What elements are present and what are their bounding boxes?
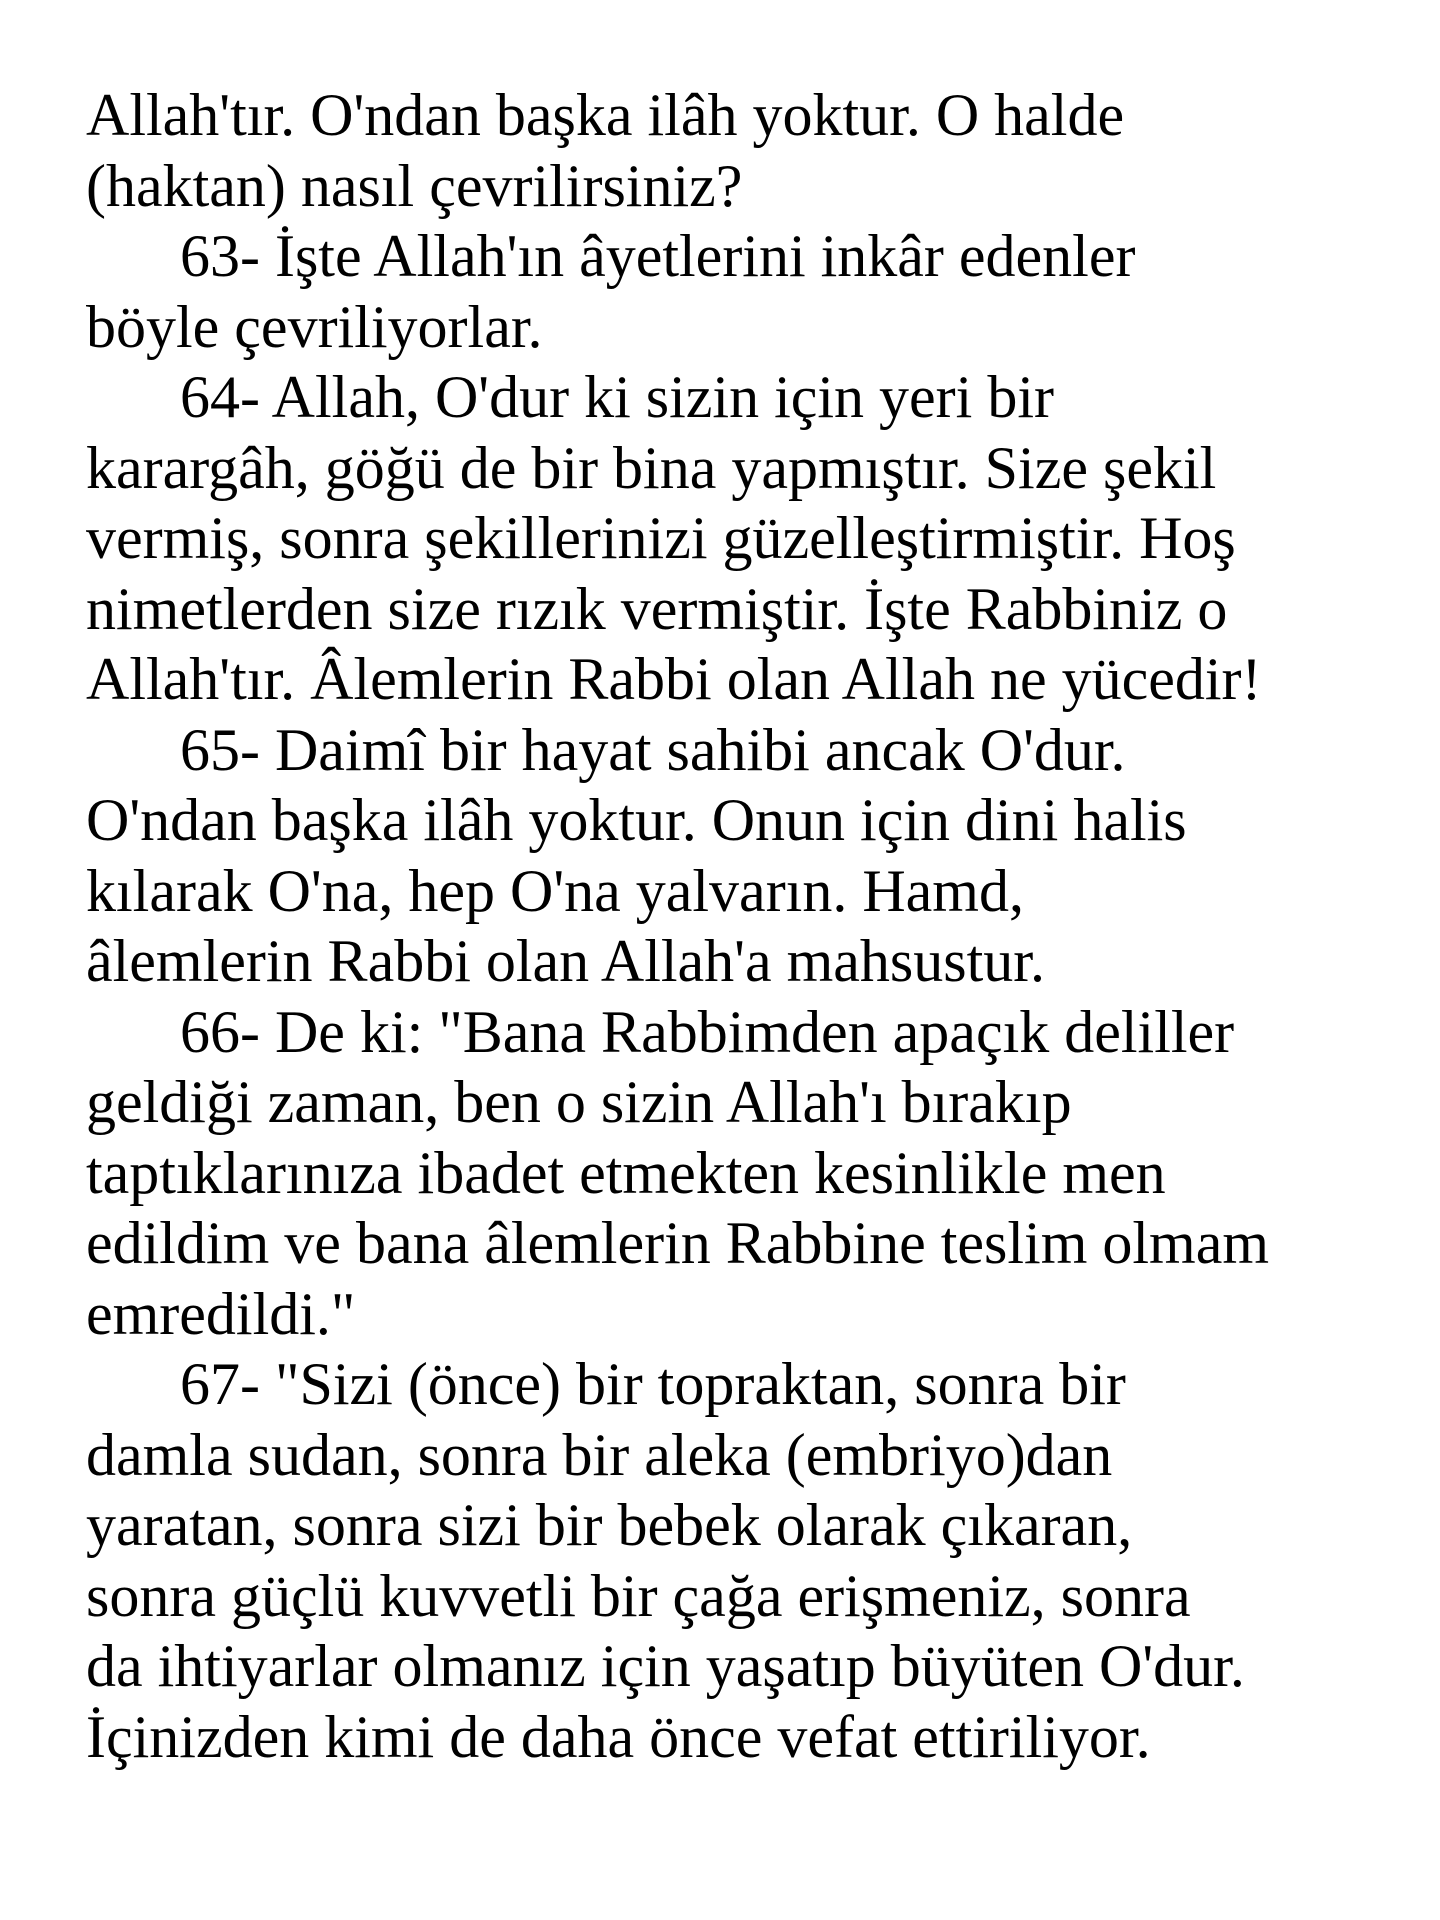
- text-line: İçinizden kimi de daha önce vefat ettiriliyor.: [86, 1703, 1151, 1770]
- verse-67-start: 67- "Sizi (önce) bir topraktan, sonra bir: [180, 1351, 1126, 1417]
- text-line: nimetlerden size rızık vermiştir. İşte Rabbiniz o: [86, 575, 1228, 642]
- text-line: âlemlerin Rabbi olan Allah'a mahsustur.: [86, 928, 1045, 994]
- text-line: O'ndan başka ilâh yoktur. Onun için dini halis: [86, 787, 1187, 853]
- text-line: emredildi.": [86, 1280, 356, 1347]
- text-line: kılarak O'na, hep O'na yalvarın. Hamd,: [86, 857, 1024, 924]
- text-line: böyle çevriliyorlar.: [86, 293, 543, 360]
- document-page: [86, 80, 1406, 1772]
- text-line: Allah'tır. Âlemlerin Rabbi olan Allah ne yücedir!: [86, 646, 1262, 712]
- text-line: (haktan) nasıl çevrilirsiniz?: [86, 152, 743, 219]
- text-line: geldiği zaman, ben o sizin Allah'ı bırakıp: [86, 1069, 1072, 1135]
- text-line: taptıklarınıza ibadet etmekten kesinlikle men: [86, 1139, 1166, 1206]
- verse-65-start: 65- Daimî bir hayat sahibi ancak O'dur.: [180, 716, 1126, 783]
- text-line: da ihtiyarlar olmanız için yaşatıp büyüten O'dur.: [86, 1633, 1245, 1699]
- text-line: edildim ve bana âlemlerin Rabbine teslim olmam: [86, 1210, 1270, 1276]
- text-line: yaratan, sonra sizi bir bebek olarak çıkaran,: [86, 1492, 1133, 1558]
- verse-64-start: 64- Allah, O'dur ki sizin için yeri bir: [180, 364, 1054, 430]
- text-line: Allah'tır. O'ndan başka ilâh yoktur. O halde: [86, 82, 1125, 148]
- text-line: sonra güçlü kuvvetli bir çağa erişmeniz, sonra: [86, 1562, 1191, 1629]
- text-line: damla sudan, sonra bir aleka (embriyo)dan: [86, 1421, 1113, 1488]
- verse-66-start: 66- De ki: "Bana Rabbimden apaçık deliller: [180, 998, 1235, 1065]
- text-line: vermiş, sonra şekillerinizi güzelleştirmiştir. Hoş: [86, 505, 1236, 571]
- verse-63-start: 63- İşte Allah'ın âyetlerini inkâr edenler: [180, 223, 1136, 289]
- text-line: karargâh, göğü de bir bina yapmıştır. Size şekil: [86, 434, 1217, 501]
